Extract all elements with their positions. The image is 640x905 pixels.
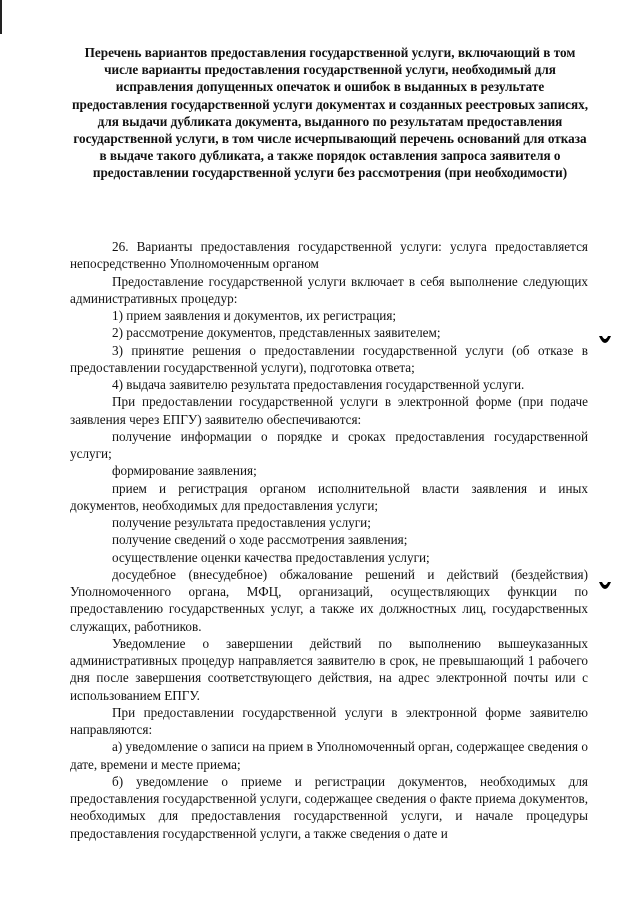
binder-hole-mark: [598, 580, 612, 592]
document-body: [70, 238, 588, 842]
paragraph: Предоставление государственной услуги включает в себя выполнение следующих административных процедур:: [70, 273, 588, 306]
list-item: 1) прием заявления и документов, их регистрация;: [112, 308, 397, 323]
paragraph: При предоставлении государственной услуги в электронной форме (при подаче заявления через ЕПГУ) заявителю обеспечиваются:: [70, 394, 588, 427]
list-item: прием и регистрация органом исполнительной власти заявления и иных документов, необходимых для предоставления услуги;: [70, 480, 588, 513]
paragraph: 26. Варианты предоставления государственной услуги: услуга предоставляется непосредственно Уполномоченным органом: [70, 239, 588, 272]
list-item: 3) принятие решения о предоставлении государственной услуги (об отказе в предоставлении государственной услуги), подготовка ответа;: [70, 342, 588, 375]
paragraph: Уведомление о завершении действий по выполнению вышеуказанных административных процедур направляется заявителю в срок, не превышающий 1 рабочего дня после завершения соответствующего действия, на адрес электронной почты или с использованием ЕПГУ.: [70, 635, 588, 703]
section-heading: Перечень вариантов предоставления государственной услуги, включающий в том числе варианты предоставления государственной услуги, необходимый для исправления допущенных опечаток и ошибок в выданных в результате предоставления государственной услуги документах и созданных реестровых записях, для выдачи дубликата документа, выданного по результатам предоставления государственной услуги, в том числе исчерпывающий перечень оснований для отказа в выдаче такого дубликата, а также порядок оставления запроса заявителя о предоставлении государственной услуги без рассмотрения (при необходимости): [71, 45, 589, 181]
list-item: а) уведомление о записи на прием в Уполномоченный орган, содержащее сведения о дате, времени и месте приема;: [70, 739, 588, 772]
list-item: б) уведомление о приеме и регистрации документов, необходимых для предоставления государственной услуги, содержащее сведения о факте приема документов, необходимых для предоставления государственной услуги, и начале процедуры предоставления государственной услуги, а также сведения о дате и: [70, 773, 588, 841]
binder-hole-mark: [598, 334, 612, 346]
list-item: получение информации о порядке и сроках предоставления государственной услуги;: [70, 428, 588, 461]
scan-edge-mark: [0, 0, 2, 34]
list-item: получение результата предоставления услуги;: [112, 515, 371, 530]
list-item: 4) выдача заявителю результата предоставления государственной услуги.: [112, 377, 525, 392]
paragraph: При предоставлении государственной услуги в электронной форме заявителю направляются:: [70, 704, 588, 737]
list-item: осуществление оценки качества предоставления услуги;: [112, 549, 430, 565]
list-item: получение сведений о ходе рассмотрения заявления;: [112, 532, 408, 548]
list-item: формирование заявления;: [112, 463, 257, 479]
list-item: 2) рассмотрение документов, представленных заявителем;: [112, 325, 441, 341]
list-item: досудебное (внесудебное) обжалование решений и действий (бездействия) Уполномоченного органа, МФЦ, организаций, осуществляющих функции по предоставлению государственных услуг, а также их должностных лиц, государственных служащих, работников.: [70, 566, 588, 634]
